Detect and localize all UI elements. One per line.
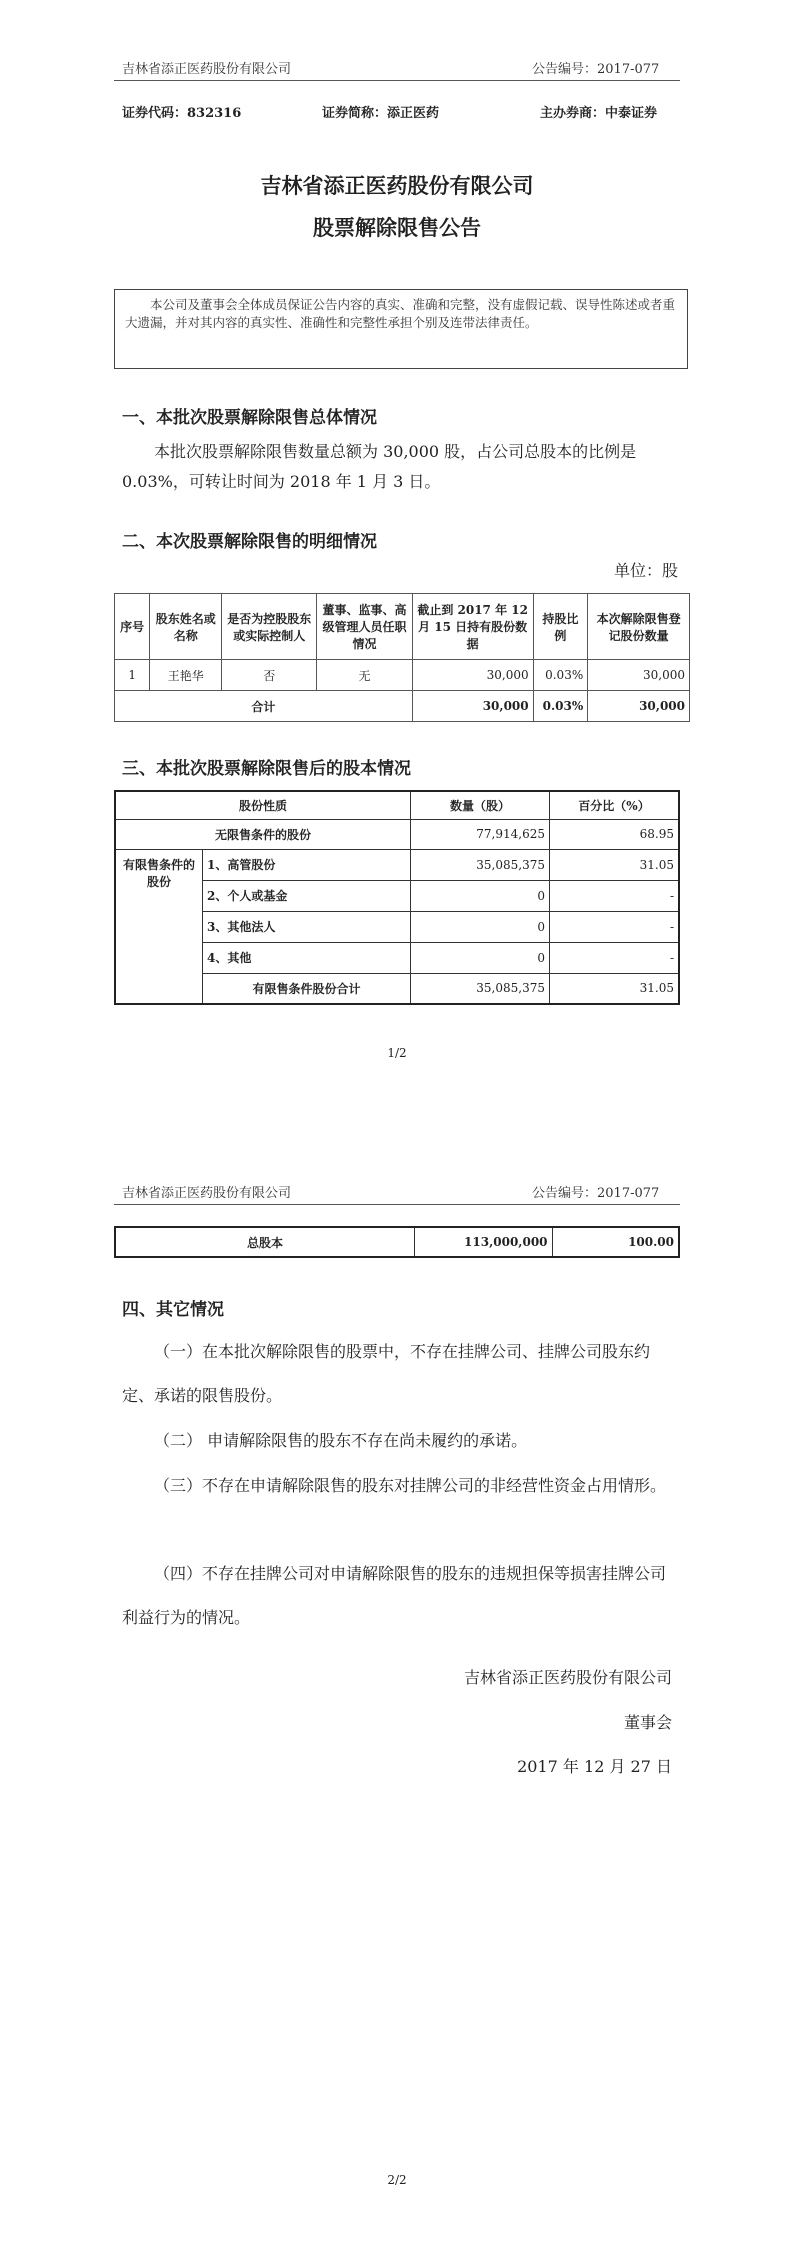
cell-row-pct: 31.05 (550, 973, 680, 1004)
disclaimer-box: 本公司及董事会全体成员保证公告内容的真实、准确和完整，没有虚假记载、误导性陈述或者重大遗漏，并对其内容的真实性、准确性和完整性承担个别及连带法律责任。 (114, 289, 688, 369)
cell-row-label: 2、个人或基金 (203, 880, 411, 911)
capital-table-header (115, 791, 679, 819)
cell-position: 无 (317, 660, 412, 691)
cell-row-label: 1、高管股份 (203, 849, 411, 880)
total-holding: 30,000 (412, 691, 533, 722)
signature-board: 董事会 (623, 1713, 672, 1732)
doc-title: 股票解除限售公告 (313, 215, 481, 240)
total-release: 30,000 (588, 691, 690, 722)
th-percent: 百分比（%） (550, 791, 680, 819)
total-capital-table (114, 1226, 680, 1258)
capital-table (114, 790, 680, 1005)
th-release: 本次解除限售登记股份数量 (588, 594, 690, 660)
cell-unrestricted-label: 无限售条件的股份 (115, 819, 411, 849)
table-row (115, 849, 679, 880)
other-item-2: （二） 申请解除限售的股东不存在尚未履约的承诺。 (154, 1431, 528, 1450)
unit-label: 单位：股 (614, 561, 679, 580)
cell-row-qty: 35,085,375 (411, 973, 550, 1004)
table-row (115, 660, 690, 691)
cell-unrestricted-pct: 68.95 (550, 819, 680, 849)
header-rule (114, 1204, 680, 1205)
th-controller: 是否为控股股东或实际控制人 (222, 594, 317, 660)
cell-row-qty: 35,085,375 (411, 849, 550, 880)
cell-index: 1 (115, 660, 150, 691)
cell-row-qty: 0 (411, 911, 550, 942)
cell-row-pct: - (550, 942, 680, 973)
broker: 主办券商：中泰证券 (540, 106, 658, 121)
table-row (115, 1227, 679, 1257)
other-item-1: （一）在本批次解除限售的股票中，不存在挂牌公司、挂牌公司股东约定、承诺的限售股份。 (122, 1342, 651, 1405)
other-item-4: （四）不存在挂牌公司对申请解除限售的股东的违规担保等损害挂牌公司利益行为的情况。 (122, 1564, 667, 1627)
signature-date: 2017 年 12 月 27 日 (517, 1757, 672, 1776)
cell-total-label: 总股本 (115, 1227, 415, 1257)
table-row (115, 819, 679, 849)
header-company: 吉林省添正医药股份有限公司 (122, 62, 292, 77)
section-4-title: 四、其它情况 (122, 1300, 224, 1320)
security-code: 证券代码：832316 (122, 106, 242, 121)
section-3-title: 三、本批次股票解除限售后的股本情况 (122, 759, 411, 779)
table-total-row (115, 691, 690, 722)
cell-holder: 王艳华 (150, 660, 222, 691)
header-rule (114, 80, 680, 81)
th-index: 序号 (115, 594, 150, 660)
section-1-paragraph: 本批次股票解除限售数量总额为 30,000 股，占公司总股本的比例是 0.03%，可转让时间为 2018 年 1 月 3 日。 (122, 442, 637, 491)
cell-row-label: 4、其他 (203, 942, 411, 973)
cell-total-pct: 100.00 (552, 1227, 679, 1257)
cell-row-pct: 31.05 (550, 849, 680, 880)
cell-release: 30,000 (588, 660, 690, 691)
header-number: 公告编号：2017-077 (532, 62, 660, 77)
cell-row-pct: - (550, 880, 680, 911)
total-ratio: 0.03% (533, 691, 588, 722)
page-number: 2/2 (387, 2173, 407, 2187)
cell-restricted-label: 有限售条件的股份 (115, 849, 203, 1004)
security-short-name: 证券简称：添正医药 (322, 106, 440, 121)
signature-company: 吉林省添正医药股份有限公司 (463, 1668, 672, 1687)
cell-holding: 30,000 (412, 660, 533, 691)
total-label: 合计 (115, 691, 413, 722)
page-number: 1/2 (387, 1046, 407, 1060)
th-quantity: 数量（股） (411, 791, 550, 819)
section-2-title: 二、本次股票解除限售的明细情况 (122, 532, 377, 552)
header-number: 公告编号：2017-077 (532, 1186, 660, 1201)
cell-row-label: 有限售条件股份合计 (203, 973, 411, 1004)
cell-row-pct: - (550, 911, 680, 942)
th-nature: 股份性质 (115, 791, 411, 819)
th-ratio: 持股比例 (533, 594, 588, 660)
header-company: 吉林省添正医药股份有限公司 (122, 1186, 292, 1201)
other-item-3: （三）不存在申请解除限售的股东对挂牌公司的非经营性资金占用情形。 (154, 1476, 667, 1495)
th-position: 董事、监事、高级管理人员任职情况 (317, 594, 412, 660)
th-holding: 截止到 2017 年 12 月 15 日持有股份数据 (412, 594, 533, 660)
doc-title-company: 吉林省添正医药股份有限公司 (260, 173, 534, 198)
cell-ratio: 0.03% (533, 660, 588, 691)
cell-row-label: 3、其他法人 (203, 911, 411, 942)
section-1-title: 一、本批次股票解除限售总体情况 (122, 408, 377, 428)
cell-total-qty: 113,000,000 (415, 1227, 552, 1257)
detail-table (114, 593, 690, 722)
detail-table-header (115, 594, 690, 660)
cell-row-qty: 0 (411, 880, 550, 911)
cell-row-qty: 0 (411, 942, 550, 973)
th-holder: 股东姓名或名称 (150, 594, 222, 660)
cell-unrestricted-qty: 77,914,625 (411, 819, 550, 849)
cell-controller: 否 (222, 660, 317, 691)
